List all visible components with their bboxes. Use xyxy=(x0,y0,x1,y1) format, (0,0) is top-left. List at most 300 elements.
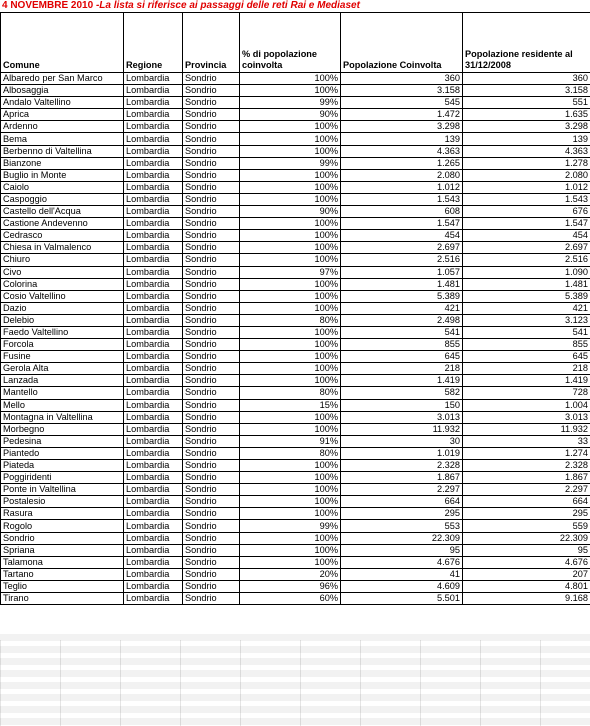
cell-coinvolta: 1.057 xyxy=(341,266,463,278)
cell-provincia: Sondrio xyxy=(183,508,240,520)
cell-regione: Lombardia xyxy=(124,472,183,484)
cell-percent: 100% xyxy=(240,508,341,520)
header-percent-coinvolta: % di popolazione coinvolta xyxy=(240,13,341,73)
blurred-overlay-texture xyxy=(0,640,590,726)
cell-coinvolta: 150 xyxy=(341,399,463,411)
cell-residente: 4.801 xyxy=(463,580,590,592)
cell-coinvolta: 1.472 xyxy=(341,109,463,121)
table-row xyxy=(1,460,590,472)
cell-provincia: Sondrio xyxy=(183,157,240,169)
cell-provincia: Sondrio xyxy=(183,520,240,532)
cell-residente: 1.278 xyxy=(463,157,590,169)
cell-regione: Lombardia xyxy=(124,375,183,387)
document-title xyxy=(2,0,360,12)
cell-percent: 96% xyxy=(240,580,341,592)
cell-comune: Poggiridenti xyxy=(1,472,124,484)
cell-residente: 2.516 xyxy=(463,254,590,266)
header-popolazione-residente: Popolazione residente al 31/12/2008 xyxy=(463,13,590,73)
cell-coinvolta: 3.158 xyxy=(341,85,463,97)
cell-provincia: Sondrio xyxy=(183,266,240,278)
cell-comune: Dazio xyxy=(1,302,124,314)
cell-regione: Lombardia xyxy=(124,460,183,472)
cell-residente: 421 xyxy=(463,302,590,314)
cell-provincia: Sondrio xyxy=(183,73,240,85)
cell-residente: 541 xyxy=(463,326,590,338)
cell-regione: Lombardia xyxy=(124,145,183,157)
cell-regione: Lombardia xyxy=(124,568,183,580)
cell-regione: Lombardia xyxy=(124,73,183,85)
cell-percent: 99% xyxy=(240,520,341,532)
cell-percent: 100% xyxy=(240,460,341,472)
cell-provincia: Sondrio xyxy=(183,302,240,314)
cell-residente: 1.419 xyxy=(463,375,590,387)
cell-residente: 22.309 xyxy=(463,532,590,544)
cell-residente: 33 xyxy=(463,435,590,447)
cell-percent: 100% xyxy=(240,133,341,145)
table-row xyxy=(1,121,590,133)
cell-comune: Chiesa in Valmalenco xyxy=(1,242,124,254)
cell-regione: Lombardia xyxy=(124,266,183,278)
table-row xyxy=(1,85,590,97)
cell-provincia: Sondrio xyxy=(183,532,240,544)
cell-percent: 100% xyxy=(240,544,341,556)
cell-provincia: Sondrio xyxy=(183,568,240,580)
table-row xyxy=(1,266,590,278)
cell-comune: Castello dell'Acqua xyxy=(1,206,124,218)
cell-residente: 3.158 xyxy=(463,85,590,97)
cell-comune: Castione Andevenno xyxy=(1,218,124,230)
cell-coinvolta: 608 xyxy=(341,206,463,218)
cell-percent: 100% xyxy=(240,121,341,133)
cell-coinvolta: 582 xyxy=(341,387,463,399)
table-row xyxy=(1,314,590,326)
cell-regione: Lombardia xyxy=(124,484,183,496)
cell-residente: 95 xyxy=(463,544,590,556)
cell-regione: Lombardia xyxy=(124,169,183,181)
cell-percent: 80% xyxy=(240,314,341,326)
cell-coinvolta: 2.080 xyxy=(341,169,463,181)
cell-coinvolta: 664 xyxy=(341,496,463,508)
cell-percent: 80% xyxy=(240,387,341,399)
cell-regione: Lombardia xyxy=(124,556,183,568)
cell-regione: Lombardia xyxy=(124,278,183,290)
table-row xyxy=(1,423,590,435)
cell-percent: 90% xyxy=(240,206,341,218)
cell-percent: 100% xyxy=(240,254,341,266)
cell-regione: Lombardia xyxy=(124,97,183,109)
cell-residente: 676 xyxy=(463,206,590,218)
cell-regione: Lombardia xyxy=(124,423,183,435)
table-row xyxy=(1,302,590,314)
cell-regione: Lombardia xyxy=(124,387,183,399)
cell-comune: Lanzada xyxy=(1,375,124,387)
table-row xyxy=(1,484,590,496)
cell-coinvolta: 4.609 xyxy=(341,580,463,592)
cell-percent: 100% xyxy=(240,181,341,193)
cell-comune: Caiolo xyxy=(1,181,124,193)
cell-coinvolta: 5.389 xyxy=(341,290,463,302)
cell-provincia: Sondrio xyxy=(183,181,240,193)
cell-provincia: Sondrio xyxy=(183,556,240,568)
cell-percent: 100% xyxy=(240,193,341,205)
cell-percent: 100% xyxy=(240,73,341,85)
table-row xyxy=(1,508,590,520)
cell-comune: Teglio xyxy=(1,580,124,592)
cell-residente: 664 xyxy=(463,496,590,508)
cell-provincia: Sondrio xyxy=(183,363,240,375)
cell-residente: 1.635 xyxy=(463,109,590,121)
cell-residente: 295 xyxy=(463,508,590,520)
cell-residente: 645 xyxy=(463,351,590,363)
table-row xyxy=(1,556,590,568)
table-row xyxy=(1,580,590,592)
cell-comune: Cedrasco xyxy=(1,230,124,242)
cell-coinvolta: 2.328 xyxy=(341,460,463,472)
cell-provincia: Sondrio xyxy=(183,472,240,484)
cell-residente: 3.298 xyxy=(463,121,590,133)
cell-comune: Forcola xyxy=(1,339,124,351)
cell-comune: Caspoggio xyxy=(1,193,124,205)
cell-comune: Albaredo per San Marco xyxy=(1,73,124,85)
cell-coinvolta: 1.543 xyxy=(341,193,463,205)
cell-percent: 100% xyxy=(240,326,341,338)
table-row xyxy=(1,568,590,580)
cell-comune: Fusine xyxy=(1,351,124,363)
cell-percent: 100% xyxy=(240,230,341,242)
cell-comune: Buglio in Monte xyxy=(1,169,124,181)
cell-provincia: Sondrio xyxy=(183,460,240,472)
cell-percent: 100% xyxy=(240,302,341,314)
cell-regione: Lombardia xyxy=(124,121,183,133)
cell-regione: Lombardia xyxy=(124,593,183,605)
cell-coinvolta: 41 xyxy=(341,568,463,580)
table-row xyxy=(1,218,590,230)
table-row xyxy=(1,411,590,423)
table-row xyxy=(1,447,590,459)
cell-comune: Civo xyxy=(1,266,124,278)
cell-comune: Rogolo xyxy=(1,520,124,532)
cell-comune: Ardenno xyxy=(1,121,124,133)
cell-comune: Morbegno xyxy=(1,423,124,435)
cell-residente: 1.004 xyxy=(463,399,590,411)
cell-percent: 100% xyxy=(240,218,341,230)
cell-coinvolta: 3.013 xyxy=(341,411,463,423)
cell-comune: Sondrio xyxy=(1,532,124,544)
header-comune: Comune xyxy=(1,13,124,73)
cell-percent: 100% xyxy=(240,85,341,97)
cell-provincia: Sondrio xyxy=(183,242,240,254)
cell-residente: 360 xyxy=(463,73,590,85)
cell-comune: Albosaggia xyxy=(1,85,124,97)
cell-provincia: Sondrio xyxy=(183,339,240,351)
cell-regione: Lombardia xyxy=(124,193,183,205)
cell-comune: Bema xyxy=(1,133,124,145)
cell-comune: Rasura xyxy=(1,508,124,520)
table-row xyxy=(1,532,590,544)
table-header-row xyxy=(1,13,590,73)
cell-residente: 2.297 xyxy=(463,484,590,496)
table-row xyxy=(1,351,590,363)
table-row xyxy=(1,544,590,556)
title-subtitle: -La lista si riferisce ai passaggi delle reti Rai e Mediaset xyxy=(95,0,360,11)
cell-provincia: Sondrio xyxy=(183,109,240,121)
cell-provincia: Sondrio xyxy=(183,496,240,508)
cell-comune: Mantello xyxy=(1,387,124,399)
cell-residente: 1.090 xyxy=(463,266,590,278)
cell-residente: 855 xyxy=(463,339,590,351)
cell-regione: Lombardia xyxy=(124,181,183,193)
cell-regione: Lombardia xyxy=(124,290,183,302)
cell-residente: 2.328 xyxy=(463,460,590,472)
cell-percent: 100% xyxy=(240,169,341,181)
cell-comune: Andalo Valtellino xyxy=(1,97,124,109)
cell-residente: 551 xyxy=(463,97,590,109)
cell-residente: 5.389 xyxy=(463,290,590,302)
cell-provincia: Sondrio xyxy=(183,254,240,266)
table-row xyxy=(1,181,590,193)
cell-comune: Cosio Valtellino xyxy=(1,290,124,302)
cell-residente: 207 xyxy=(463,568,590,580)
cell-residente: 1.547 xyxy=(463,218,590,230)
table-row xyxy=(1,290,590,302)
cell-provincia: Sondrio xyxy=(183,544,240,556)
cell-comune: Bianzone xyxy=(1,157,124,169)
cell-provincia: Sondrio xyxy=(183,85,240,97)
cell-regione: Lombardia xyxy=(124,314,183,326)
header-regione: Regione xyxy=(124,13,183,73)
cell-residente: 1.012 xyxy=(463,181,590,193)
cell-regione: Lombardia xyxy=(124,254,183,266)
cell-coinvolta: 5.501 xyxy=(341,593,463,605)
cell-coinvolta: 1.012 xyxy=(341,181,463,193)
table-row xyxy=(1,157,590,169)
cell-provincia: Sondrio xyxy=(183,399,240,411)
cell-coinvolta: 545 xyxy=(341,97,463,109)
cell-percent: 99% xyxy=(240,97,341,109)
cell-coinvolta: 2.297 xyxy=(341,484,463,496)
cell-residente: 1.274 xyxy=(463,447,590,459)
cell-coinvolta: 553 xyxy=(341,520,463,532)
cell-comune: Mello xyxy=(1,399,124,411)
cell-provincia: Sondrio xyxy=(183,375,240,387)
cell-provincia: Sondrio xyxy=(183,193,240,205)
cell-comune: Delebio xyxy=(1,314,124,326)
cell-coinvolta: 2.516 xyxy=(341,254,463,266)
cell-regione: Lombardia xyxy=(124,206,183,218)
cell-residente: 1.867 xyxy=(463,472,590,484)
table-row xyxy=(1,363,590,375)
table-row xyxy=(1,230,590,242)
population-table xyxy=(0,12,590,605)
table-row xyxy=(1,278,590,290)
table-row xyxy=(1,193,590,205)
table-row xyxy=(1,242,590,254)
cell-coinvolta: 421 xyxy=(341,302,463,314)
cell-coinvolta: 2.498 xyxy=(341,314,463,326)
cell-regione: Lombardia xyxy=(124,242,183,254)
cell-regione: Lombardia xyxy=(124,157,183,169)
cell-comune: Piantedo xyxy=(1,447,124,459)
cell-regione: Lombardia xyxy=(124,339,183,351)
table-row xyxy=(1,133,590,145)
table-row xyxy=(1,496,590,508)
cell-residente: 1.543 xyxy=(463,193,590,205)
cell-provincia: Sondrio xyxy=(183,278,240,290)
cell-coinvolta: 139 xyxy=(341,133,463,145)
table-row xyxy=(1,145,590,157)
cell-provincia: Sondrio xyxy=(183,206,240,218)
cell-comune: Colorina xyxy=(1,278,124,290)
cell-provincia: Sondrio xyxy=(183,133,240,145)
cell-provincia: Sondrio xyxy=(183,593,240,605)
cell-percent: 100% xyxy=(240,484,341,496)
table-row xyxy=(1,387,590,399)
cell-comune: Faedo Valtellino xyxy=(1,326,124,338)
cell-residente: 2.697 xyxy=(463,242,590,254)
cell-comune: Aprica xyxy=(1,109,124,121)
cell-coinvolta: 1.547 xyxy=(341,218,463,230)
cell-regione: Lombardia xyxy=(124,544,183,556)
cell-comune: Tirano xyxy=(1,593,124,605)
cell-coinvolta: 95 xyxy=(341,544,463,556)
cell-percent: 97% xyxy=(240,266,341,278)
table-row xyxy=(1,97,590,109)
cell-regione: Lombardia xyxy=(124,399,183,411)
cell-regione: Lombardia xyxy=(124,508,183,520)
cell-comune: Spriana xyxy=(1,544,124,556)
cell-regione: Lombardia xyxy=(124,85,183,97)
cell-comune: Berbenno di Valtellina xyxy=(1,145,124,157)
cell-residente: 3.013 xyxy=(463,411,590,423)
cell-percent: 91% xyxy=(240,435,341,447)
cell-percent: 15% xyxy=(240,399,341,411)
cell-coinvolta: 22.309 xyxy=(341,532,463,544)
cell-percent: 100% xyxy=(240,532,341,544)
table-row xyxy=(1,472,590,484)
cell-percent: 100% xyxy=(240,363,341,375)
table-row xyxy=(1,399,590,411)
cell-percent: 100% xyxy=(240,145,341,157)
cell-provincia: Sondrio xyxy=(183,290,240,302)
cell-coinvolta: 1.419 xyxy=(341,375,463,387)
cell-provincia: Sondrio xyxy=(183,484,240,496)
cell-coinvolta: 218 xyxy=(341,363,463,375)
cell-provincia: Sondrio xyxy=(183,169,240,181)
cell-comune: Piateda xyxy=(1,460,124,472)
cell-provincia: Sondrio xyxy=(183,326,240,338)
cell-regione: Lombardia xyxy=(124,230,183,242)
cell-regione: Lombardia xyxy=(124,520,183,532)
cell-percent: 100% xyxy=(240,290,341,302)
cell-coinvolta: 3.298 xyxy=(341,121,463,133)
cell-regione: Lombardia xyxy=(124,363,183,375)
cell-comune: Gerola Alta xyxy=(1,363,124,375)
cell-comune: Postalesio xyxy=(1,496,124,508)
cell-coinvolta: 2.697 xyxy=(341,242,463,254)
cell-coinvolta: 1.481 xyxy=(341,278,463,290)
table-row xyxy=(1,435,590,447)
cell-percent: 100% xyxy=(240,496,341,508)
table-row xyxy=(1,375,590,387)
cell-coinvolta: 454 xyxy=(341,230,463,242)
cell-regione: Lombardia xyxy=(124,532,183,544)
cell-comune: Pedesina xyxy=(1,435,124,447)
cell-percent: 100% xyxy=(240,472,341,484)
cell-residente: 728 xyxy=(463,387,590,399)
cell-residente: 11.932 xyxy=(463,423,590,435)
cell-coinvolta: 295 xyxy=(341,508,463,520)
cell-regione: Lombardia xyxy=(124,302,183,314)
cell-coinvolta: 645 xyxy=(341,351,463,363)
cell-coinvolta: 4.676 xyxy=(341,556,463,568)
cell-coinvolta: 11.932 xyxy=(341,423,463,435)
cell-provincia: Sondrio xyxy=(183,387,240,399)
table-body xyxy=(1,73,590,605)
header-provincia: Provincia xyxy=(183,13,240,73)
cell-percent: 90% xyxy=(240,109,341,121)
cell-percent: 100% xyxy=(240,278,341,290)
cell-regione: Lombardia xyxy=(124,411,183,423)
cell-residente: 2.080 xyxy=(463,169,590,181)
cell-coinvolta: 541 xyxy=(341,326,463,338)
cell-provincia: Sondrio xyxy=(183,145,240,157)
table-row xyxy=(1,520,590,532)
table-row xyxy=(1,109,590,121)
cell-comune: Talamona xyxy=(1,556,124,568)
cell-provincia: Sondrio xyxy=(183,580,240,592)
cell-comune: Tartano xyxy=(1,568,124,580)
cell-regione: Lombardia xyxy=(124,447,183,459)
table-row xyxy=(1,326,590,338)
cell-regione: Lombardia xyxy=(124,133,183,145)
cell-regione: Lombardia xyxy=(124,218,183,230)
cell-coinvolta: 360 xyxy=(341,73,463,85)
cell-provincia: Sondrio xyxy=(183,314,240,326)
cell-percent: 100% xyxy=(240,556,341,568)
header-popolazione-coinvolta: Popolazione Coinvolta xyxy=(341,13,463,73)
cell-regione: Lombardia xyxy=(124,580,183,592)
cell-provincia: Sondrio xyxy=(183,411,240,423)
cell-percent: 100% xyxy=(240,411,341,423)
cell-comune: Montagna in Valtellina xyxy=(1,411,124,423)
cell-residente: 3.123 xyxy=(463,314,590,326)
cell-regione: Lombardia xyxy=(124,435,183,447)
cell-coinvolta: 4.363 xyxy=(341,145,463,157)
cell-percent: 80% xyxy=(240,447,341,459)
cell-provincia: Sondrio xyxy=(183,435,240,447)
cell-regione: Lombardia xyxy=(124,109,183,121)
table-row xyxy=(1,254,590,266)
cell-residente: 454 xyxy=(463,230,590,242)
cell-provincia: Sondrio xyxy=(183,230,240,242)
cell-provincia: Sondrio xyxy=(183,218,240,230)
table-row xyxy=(1,169,590,181)
cell-residente: 1.481 xyxy=(463,278,590,290)
cell-percent: 100% xyxy=(240,242,341,254)
cell-percent: 60% xyxy=(240,593,341,605)
title-date: 4 NOVEMBRE 2010 xyxy=(2,0,94,11)
cell-percent: 99% xyxy=(240,157,341,169)
cell-coinvolta: 1.867 xyxy=(341,472,463,484)
cell-coinvolta: 1.019 xyxy=(341,447,463,459)
cell-coinvolta: 855 xyxy=(341,339,463,351)
cell-provincia: Sondrio xyxy=(183,447,240,459)
cell-coinvolta: 1.265 xyxy=(341,157,463,169)
cell-percent: 100% xyxy=(240,375,341,387)
table-row xyxy=(1,73,590,85)
cell-provincia: Sondrio xyxy=(183,423,240,435)
cell-regione: Lombardia xyxy=(124,326,183,338)
